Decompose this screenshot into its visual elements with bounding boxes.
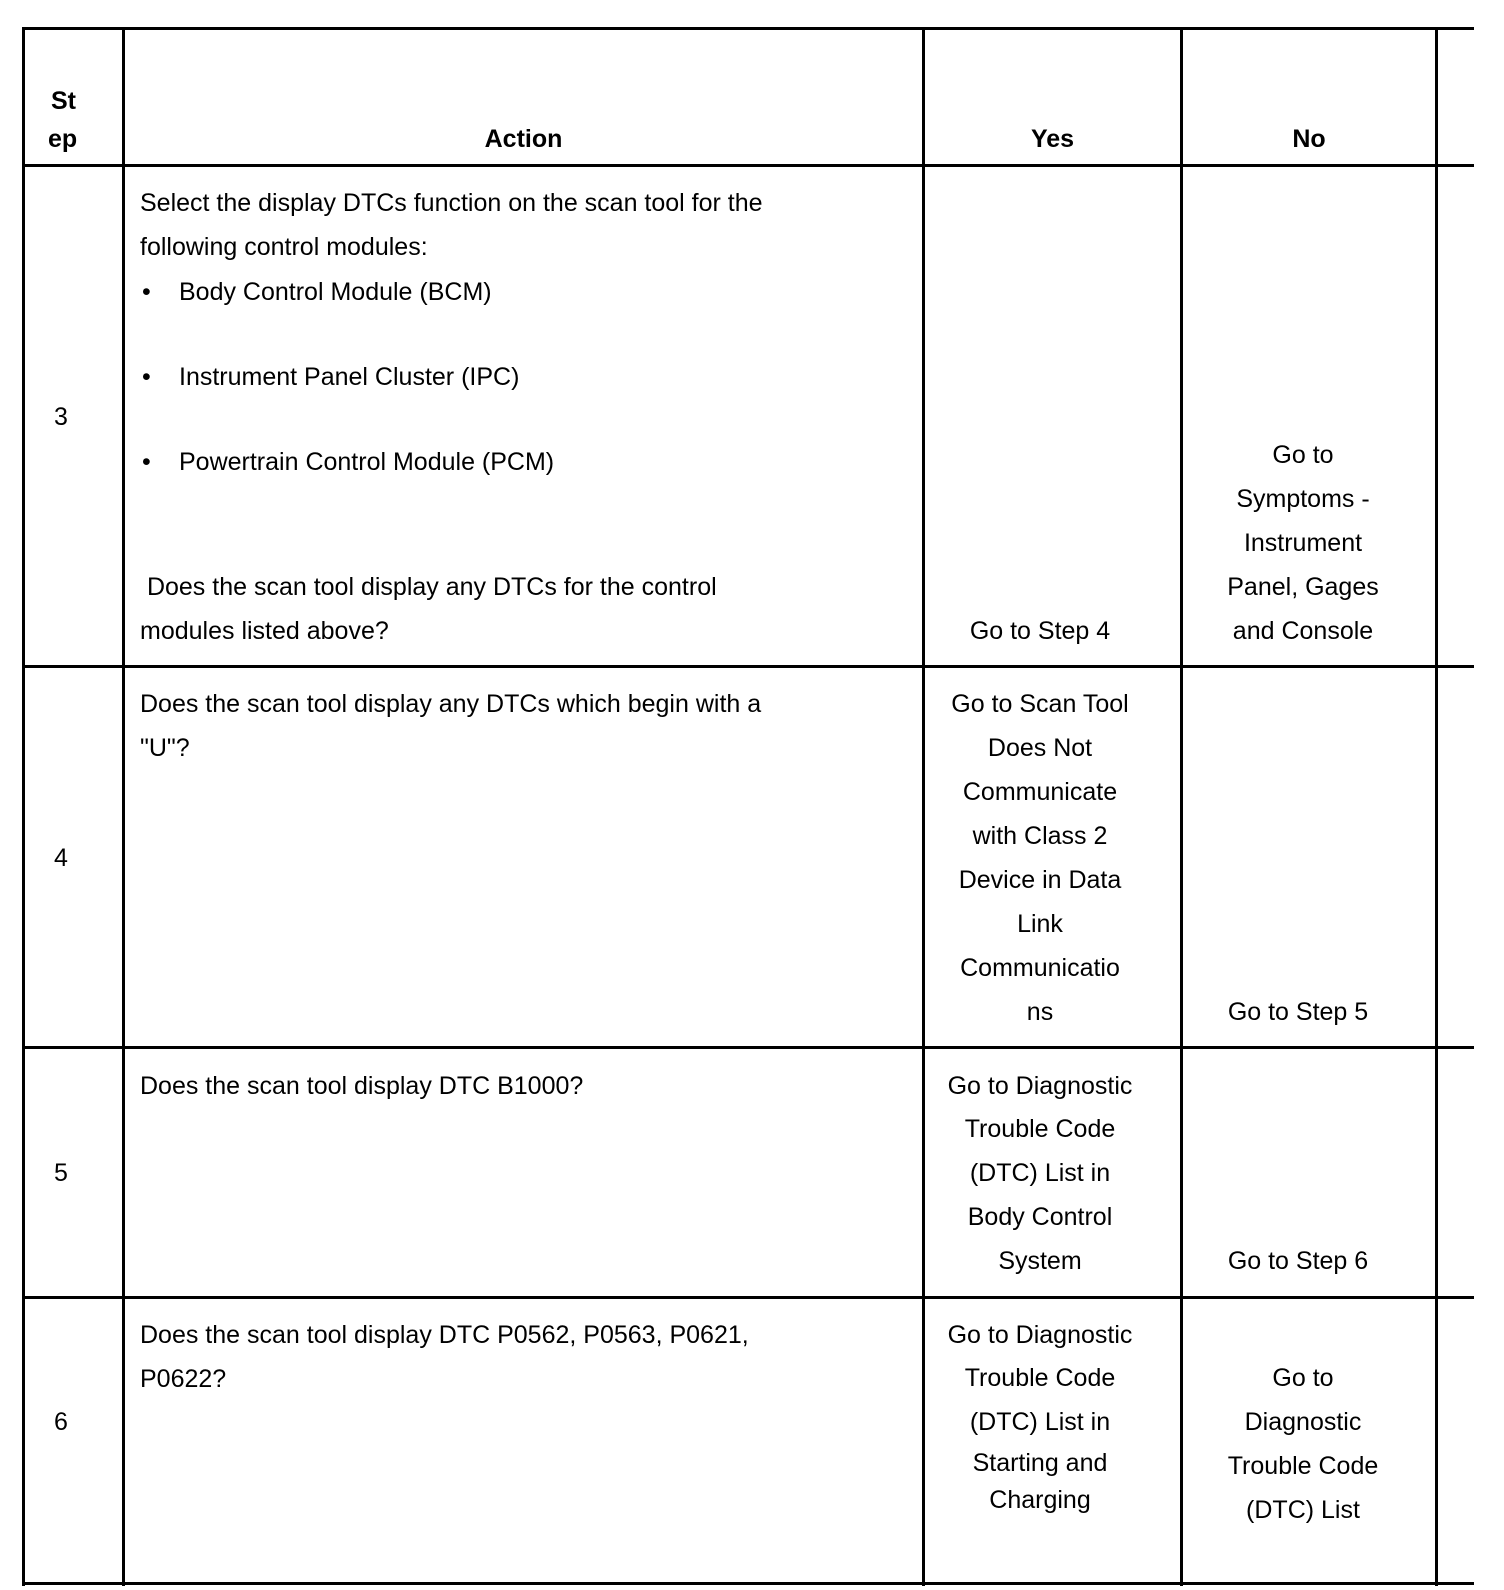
yes-result-line: ns — [1026, 998, 1054, 1026]
no-result-line: Diagnostic — [1244, 1408, 1362, 1436]
no-result-line: Trouble Code — [1227, 1452, 1379, 1480]
row-divider-5 — [22, 1296, 1474, 1299]
yes-result-line: Link — [1017, 910, 1063, 938]
yes-result-line: Does Not — [987, 734, 1093, 762]
no-result-line: Panel, Gages — [1227, 573, 1379, 601]
no-result-line: and Console — [1232, 617, 1374, 645]
yes-result-line: with Class 2 — [972, 822, 1108, 850]
step-number: 5 — [54, 1159, 68, 1187]
no-result-line: Go to — [1272, 441, 1334, 469]
bullet-item: Powertrain Control Module (PCM) — [179, 448, 555, 476]
bullet-marker: • — [142, 448, 151, 476]
action-text-line: P0622? — [140, 1365, 227, 1393]
yes-result-line: Go to Scan Tool — [951, 690, 1129, 718]
row-divider-header — [22, 164, 1474, 167]
no-result-line: Go to Step 5 — [1227, 998, 1369, 1026]
step-number: 4 — [54, 844, 68, 872]
header-action: Action — [484, 125, 563, 153]
no-result-line: Symptoms - — [1236, 485, 1370, 513]
yes-result-line: Trouble Code — [964, 1364, 1116, 1392]
step-number: 3 — [54, 403, 68, 431]
yes-result-line: (DTC) List in — [969, 1159, 1111, 1187]
table-border-right — [1435, 27, 1438, 1586]
header-step-line2: ep — [48, 125, 78, 153]
no-result-line: Instrument — [1243, 529, 1363, 557]
yes-result-line: (DTC) List in — [969, 1408, 1111, 1436]
question-text-line: Does the scan tool display any DTCs for the control — [140, 573, 717, 601]
yes-result-line: Communicatio — [960, 954, 1120, 982]
yes-result-line: Communicate — [962, 778, 1118, 806]
no-result-line: Go to — [1272, 1364, 1334, 1392]
yes-result-line: Charging — [989, 1486, 1091, 1514]
action-text-line: Does the scan tool display DTC P0562, P0563, P0621, — [140, 1321, 749, 1349]
question-text-line: modules listed above? — [140, 617, 389, 645]
yes-result-line: Trouble Code — [964, 1115, 1116, 1143]
bullet-item: Body Control Module (BCM) — [179, 278, 492, 306]
bullet-marker: • — [142, 363, 151, 391]
yes-result-line: Device in Data — [958, 866, 1122, 894]
bullet-marker: • — [142, 278, 151, 306]
yes-result-line: Starting and — [972, 1449, 1108, 1477]
header-step-line1: St — [51, 87, 76, 115]
yes-result-line: Go to Diagnostic — [947, 1321, 1133, 1349]
yes-result-line: Go to Step 4 — [969, 617, 1111, 645]
action-text-line: following control modules: — [140, 233, 428, 261]
table-border-top — [22, 27, 1474, 30]
action-text-line: Does the scan tool display DTC B1000? — [140, 1072, 584, 1100]
no-result-line: Go to Step 6 — [1227, 1247, 1369, 1275]
diagnostic-table — [22, 27, 1474, 1586]
action-text-line: Select the display DTCs function on the scan tool for the — [140, 189, 763, 217]
yes-result-line: System — [998, 1247, 1082, 1275]
yes-result-line: Body Control — [967, 1203, 1113, 1231]
yes-result-line: Go to Diagnostic — [947, 1072, 1133, 1100]
table-border-left — [22, 27, 25, 1586]
header-yes: Yes — [1030, 125, 1075, 153]
step-number: 6 — [54, 1408, 68, 1436]
row-divider-4 — [22, 1046, 1474, 1049]
column-divider-yes — [1180, 27, 1183, 1586]
action-text-line: Does the scan tool display any DTCs which begin with a — [140, 690, 762, 718]
header-no: No — [1292, 125, 1326, 153]
column-divider-step — [122, 27, 125, 1586]
bullet-item: Instrument Panel Cluster (IPC) — [179, 363, 520, 391]
action-text-line: "U"? — [140, 734, 190, 762]
no-result-line: (DTC) List — [1246, 1496, 1360, 1524]
row-divider-3 — [22, 665, 1474, 668]
table-border-bottom — [22, 1582, 1474, 1585]
